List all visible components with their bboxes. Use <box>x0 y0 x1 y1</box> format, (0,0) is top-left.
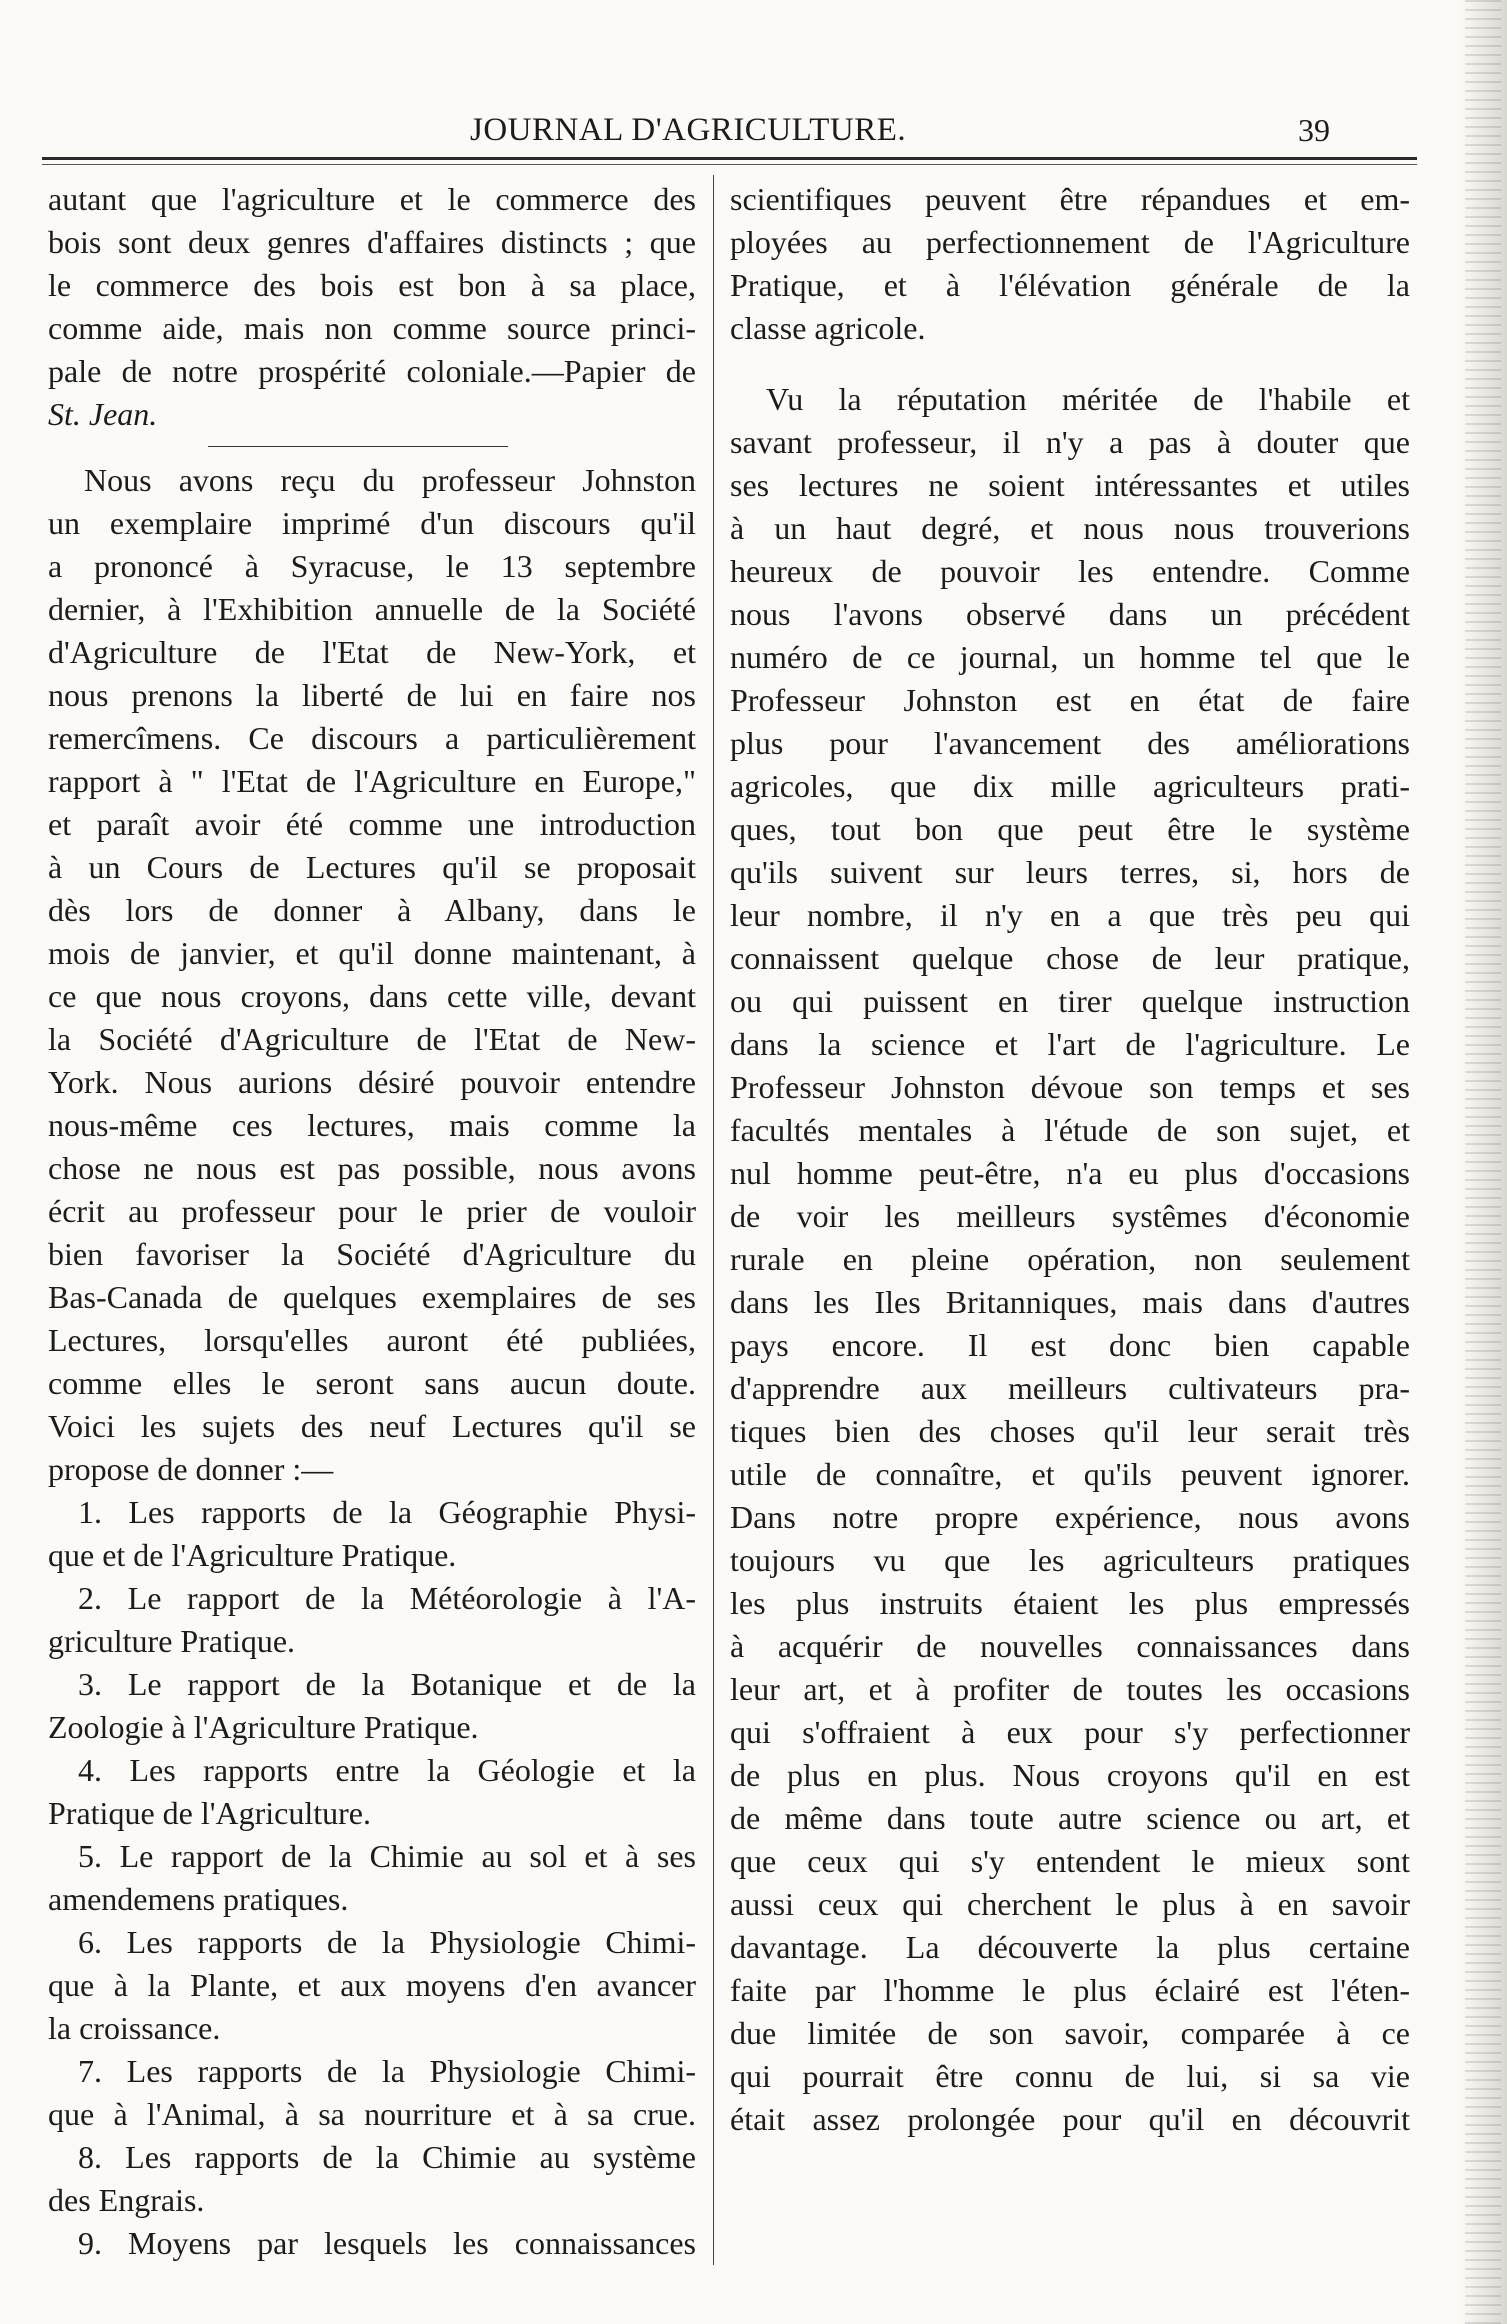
text-line: dès lors de donner à Albany, dans le <box>48 892 696 928</box>
text-line: Professeur Johnston est en état de faire <box>730 682 1410 718</box>
text-line: savant professeur, il n'y a pas à douter que <box>730 424 1410 460</box>
text-line: dernier, à l'Exhibition annuelle de la Société <box>48 591 696 627</box>
text-line: leur art, et à profiter de toutes les occasions <box>730 1671 1410 1707</box>
text-line: comme aide, mais non comme source princi- <box>48 310 696 346</box>
text-line: Lectures, lorsqu'elles auront été publiées, <box>48 1322 696 1358</box>
text-line: les plus instruits étaient les plus empressés <box>730 1585 1410 1621</box>
text-line: Zoologie à l'Agriculture Pratique. <box>48 1709 479 1745</box>
text-line: utile de connaître, et qu'ils peuvent ignorer. <box>730 1456 1410 1492</box>
left-column <box>48 178 696 2265</box>
text-line: de plus en plus. Nous croyons qu'il en est <box>730 1757 1410 1793</box>
text-line: la Société d'Agriculture de l'Etat de New- <box>48 1021 696 1057</box>
text-line: pale de notre prospérité coloniale.—Papier de <box>48 353 696 389</box>
lecture-list-item: 6. Les rapports de la Physiologie Chimi- <box>78 1924 696 1960</box>
text-line: que et de l'Agriculture Pratique. <box>48 1537 457 1573</box>
text-line: York. Nous aurions désiré pouvoir entendre <box>48 1064 696 1100</box>
header-rule-thick <box>42 157 1417 160</box>
text-line: à un Cours de Lectures qu'il se proposait <box>48 849 696 885</box>
text-line: plus pour l'avancement des améliorations <box>730 725 1410 761</box>
text-line: rurale en pleine opération, non seulement <box>730 1241 1410 1277</box>
text-line: a prononcé à Syracuse, le 13 septembre <box>48 548 696 584</box>
text-line: numéro de ce journal, un homme tel que le <box>730 639 1410 675</box>
text-line: davantage. La découverte la plus certaine <box>730 1929 1410 1965</box>
text-line: remercîmens. Ce discours a particulièrement <box>48 720 696 756</box>
text-line: nous l'avons observé dans un précédent <box>730 596 1410 632</box>
lecture-list-item: 2. Le rapport de la Météorologie à l'A- <box>78 1580 696 1616</box>
lecture-list-item: 3. Le rapport de la Botanique et de la <box>78 1666 696 1702</box>
text-line: qui s'offraient à eux pour s'y perfectionner <box>730 1714 1410 1750</box>
text-line: que ceux qui s'y entendent le mieux sont <box>730 1843 1410 1879</box>
text-line: d'apprendre aux meilleurs cultivateurs pra- <box>730 1370 1410 1406</box>
text-line: de voir les meilleurs systêmes d'économie <box>730 1198 1410 1234</box>
text-line: le commerce des bois est bon à sa place, <box>48 267 696 303</box>
text-line: nous-même ces lectures, mais comme la <box>48 1107 696 1143</box>
text-line: heureux de pouvoir les entendre. Comme <box>730 553 1410 589</box>
text-line: ployées au perfectionnement de l'Agriculture <box>730 224 1410 260</box>
text-line: un exemplaire imprimé d'un discours qu'il <box>48 505 696 541</box>
text-line: Pratique de l'Agriculture. <box>48 1795 371 1831</box>
text-line: qu'ils suivent sur leurs terres, si, hors de <box>730 854 1410 890</box>
text-line: agricoles, que dix mille agriculteurs prati- <box>730 768 1410 804</box>
text-line: à acquérir de nouvelles connaissances dans <box>730 1628 1410 1664</box>
text-line: aussi ceux qui cherchent le plus à en savoir <box>730 1886 1410 1922</box>
text-line: griculture Pratique. <box>48 1623 296 1659</box>
text-line: propose de donner :— <box>48 1451 334 1487</box>
text-line: Nous avons reçu du professeur Johnston <box>84 462 696 498</box>
lecture-list-item: 9. Moyens par lesquels les connaissances <box>78 2225 696 2261</box>
text-line: leur nombre, il n'y en a que très peu qui <box>730 897 1410 933</box>
text-line: nous prenons la liberté de lui en faire nos <box>48 677 696 713</box>
text-line: tiques bien des choses qu'il leur serait très <box>730 1413 1410 1449</box>
text-line: Voici les sujets des neuf Lectures qu'il se <box>48 1408 696 1444</box>
text-line: écrit au professeur pour le prier de vouloir <box>48 1193 696 1229</box>
text-line: scientifiques peuvent être répandues et em- <box>730 181 1410 217</box>
text-line: bois sont deux genres d'affaires distincts ; que <box>48 224 696 260</box>
text-line: connaissent quelque chose de leur pratique, <box>730 940 1410 976</box>
text-line: que à la Plante, et aux moyens d'en avancer <box>48 1967 696 2003</box>
text-line: que à l'Animal, à sa nourriture et à sa crue. <box>48 2096 696 2132</box>
text-line: était assez prolongée pour qu'il en découvrit <box>730 2101 1410 2137</box>
paragraph-gap <box>730 350 1410 378</box>
lecture-list-item: 8. Les rapports de la Chimie au système <box>78 2139 696 2175</box>
text-line: à un haut degré, et nous nous trouverions <box>730 510 1410 546</box>
column-divider <box>713 175 714 2265</box>
text-line: autant que l'agriculture et le commerce des <box>48 181 696 217</box>
text-line: ou qui puissent en tirer quelque instruction <box>730 983 1410 1019</box>
text-line: pays encore. Il est donc bien capable <box>730 1327 1410 1363</box>
lecture-list-item: 7. Les rapports de la Physiologie Chimi- <box>78 2053 696 2089</box>
lecture-list-item: 4. Les rapports entre la Géologie et la <box>78 1752 696 1788</box>
text-line: Professeur Johnston dévoue son temps et ses <box>730 1069 1410 1105</box>
text-line: d'Agriculture de l'Etat de New-York, et <box>48 634 696 670</box>
text-line: rapport à " l'Etat de l'Agriculture en Europe," <box>48 763 696 799</box>
text-line: toujours vu que les agriculteurs pratiques <box>730 1542 1410 1578</box>
lecture-list-item: 1. Les rapports de la Géographie Physi- <box>78 1494 696 1530</box>
text-line: bien favoriser la Société d'Agriculture du <box>48 1236 696 1272</box>
text-line: faite par l'homme le plus éclairé est l'éten- <box>730 1972 1410 2008</box>
page-number: 39 <box>1298 112 1330 148</box>
text-line: ques, tout bon que peut être le système <box>730 811 1410 847</box>
text-line: Pratique, et à l'élévation générale de la <box>730 267 1410 303</box>
text-line: nul homme peut-être, n'a eu plus d'occasions <box>730 1155 1410 1191</box>
text-line: Dans notre propre expérience, nous avons <box>730 1499 1410 1535</box>
text-line: ses lectures ne soient intéressantes et utiles <box>730 467 1410 503</box>
text-line: amendemens pratiques. <box>48 1881 349 1917</box>
text-line: facultés mentales à l'étude de son sujet, et <box>730 1112 1410 1148</box>
text-line: la croissance. <box>48 2010 221 2046</box>
text-line: comme elles le seront sans aucun doute. <box>48 1365 696 1401</box>
text-line: mois de janvier, et qu'il donne maintenant, à <box>48 935 696 971</box>
text-line: due limitée de son savoir, comparée à ce <box>730 2015 1410 2051</box>
page-edge-texture <box>1465 0 1501 2324</box>
text-line: chose ne nous est pas possible, nous avons <box>48 1150 696 1186</box>
source-attribution: St. Jean. <box>48 396 158 432</box>
text-line: dans les Iles Britanniques, mais dans d'autres <box>730 1284 1410 1320</box>
text-line: Bas-Canada de quelques exemplaires de ses <box>48 1279 696 1315</box>
text-line: de même dans toute autre science ou art, et <box>730 1800 1410 1836</box>
page-header-title: JOURNAL D'AGRICULTURE. <box>470 112 907 148</box>
text-line: classe agricole. <box>730 310 926 346</box>
lecture-list-item: 5. Le rapport de la Chimie au sol et à ses <box>78 1838 696 1874</box>
text-line: ce que nous croyons, dans cette ville, devant <box>48 978 696 1014</box>
text-line: des Engrais. <box>48 2182 205 2218</box>
text-line: dans la science et l'art de l'agriculture. Le <box>730 1026 1410 1062</box>
section-separator <box>208 446 508 447</box>
text-line: et paraît avoir été comme une introduction <box>48 806 696 842</box>
header-rule-thin <box>42 164 1417 165</box>
text-line: qui pourrait être connu de lui, si sa vie <box>730 2058 1410 2094</box>
right-column <box>730 178 1410 2141</box>
text-line: Vu la réputation méritée de l'habile et <box>766 381 1410 417</box>
